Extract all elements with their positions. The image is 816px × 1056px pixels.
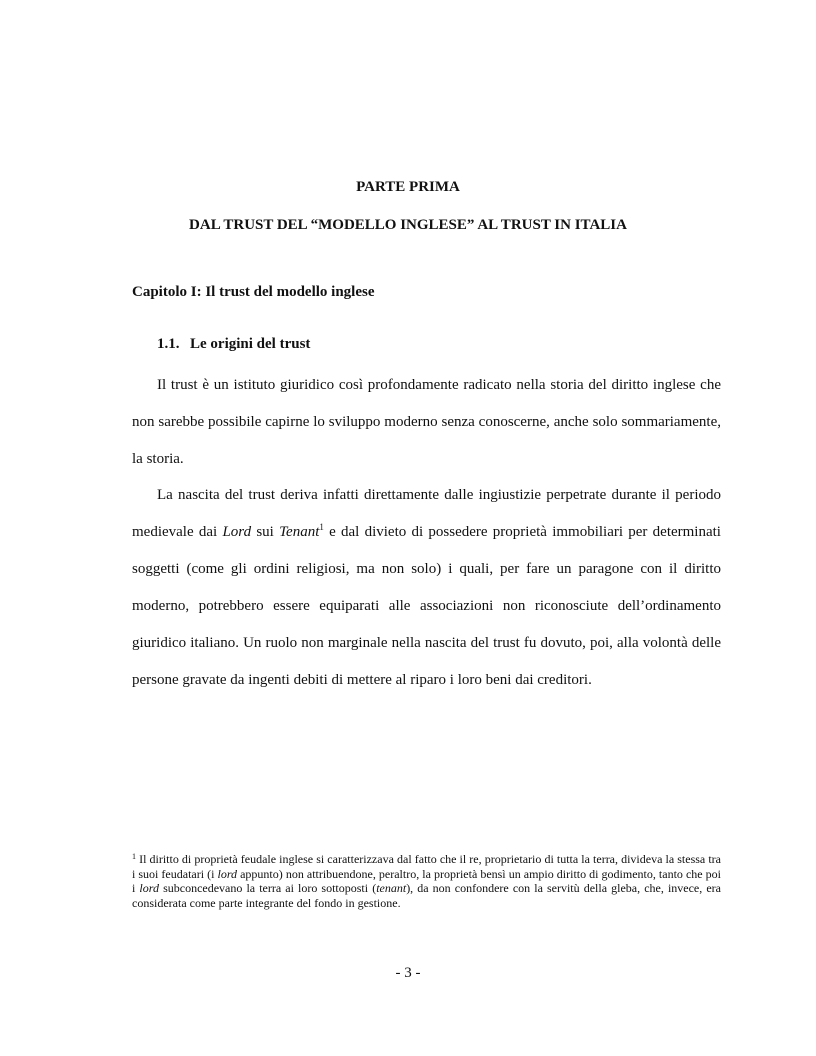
page-number: - 3 -	[395, 965, 421, 981]
section-title: Le origini del trust	[190, 336, 311, 352]
paragraph	[132, 477, 721, 699]
footnote-text: subconcedevano la terra ai loro sottoposti (	[158, 881, 377, 895]
paragraph-text: sui	[251, 524, 280, 540]
italic-term: lord	[217, 866, 238, 881]
italic-term: Lord	[222, 524, 252, 540]
paragraph-text: e dal divieto di possedere proprietà immobiliari per determinati soggetti (come gli ordini religiosi, ma non solo) i quali, per fare un paragone con il diritto moderno, potrebbero essere equiparati alle associazioni non riconosciute dell’ordinamento giuridico italiano. Un ruolo non marginale nella nascita del trust fu dovuto, poi, alla volontà delle persone gravate da ingenti debiti di mettere al riparo i loro beni dai creditori.	[132, 524, 721, 688]
italic-term: Tenant	[279, 524, 320, 540]
paragraph: Il trust è un istituto giuridico così profondamente radicato nella storia del diritto inglese che non sarebbe possibile capirne lo sviluppo moderno senza conoscerne, anche solo sommariamente, la storia.	[132, 377, 721, 467]
footnote-text: Il diritto di proprietà feudale inglese si caratterizzava dal fatto che il re, proprietario di tutta la terra, divideva la stessa tra i suoi feudatari (i	[132, 852, 721, 881]
section-number: 1.1.	[157, 336, 180, 352]
chapter-title: Capitolo I: Il trust del modello inglese	[132, 284, 375, 300]
paragraph-text: La nascita del trust deriva infatti direttamente dalle ingiustizie perpetrate durante il periodo medievale dai	[132, 487, 721, 540]
italic-term: lord	[139, 881, 159, 895]
footnote-text: appunto) non attribuendone, peraltro, la proprietà bensì un ampio diritto di godimento, tanto che poi i	[132, 866, 721, 895]
footnote-text: ), da non confondere con la servitù della gleba, che, invece, era considerata come parte integrante del fondo in gestione.	[132, 881, 721, 910]
footnote-reference[interactable]: 1	[319, 522, 324, 532]
footnote-marker: 1	[132, 852, 136, 861]
footnote	[132, 852, 721, 910]
part-title: PARTE PRIMA	[356, 179, 460, 195]
part-subtitle: DAL TRUST DEL “MODELLO INGLESE” AL TRUST IN ITALIA	[189, 217, 627, 233]
section-heading	[157, 334, 310, 354]
italic-term: tenant	[376, 881, 407, 895]
